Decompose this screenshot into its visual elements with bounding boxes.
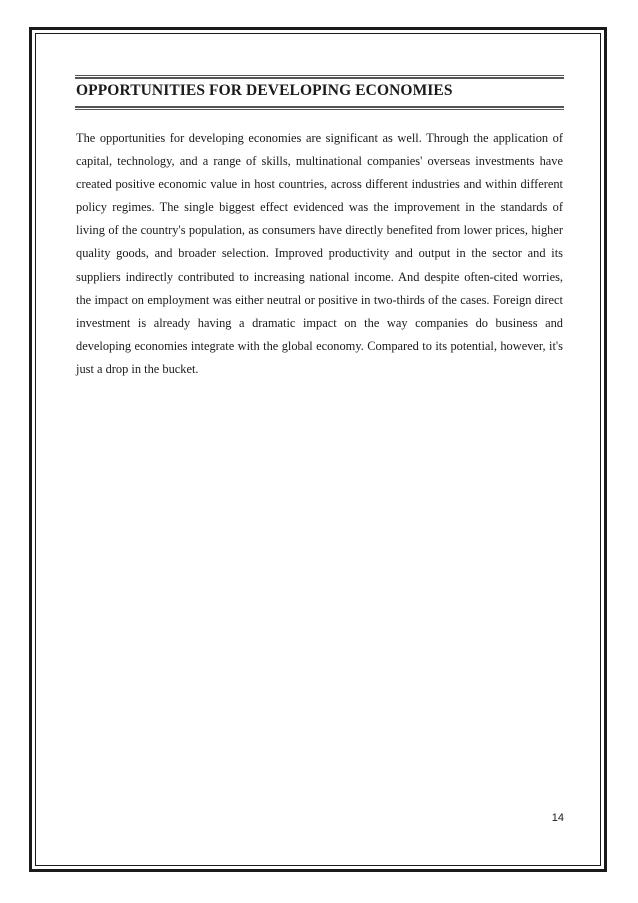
page-number: 14 bbox=[551, 812, 564, 824]
heading-rule-top bbox=[75, 75, 564, 79]
heading-rule-bottom bbox=[75, 106, 564, 110]
section-heading: OPPORTUNITIES FOR DEVELOPING ECONOMIES bbox=[76, 82, 453, 99]
body-paragraph: The opportunities for developing economies are significant as well. Through the application of capital, technology, and a range of skills, multinational companies' overseas investments have created positive economic value in host countries, across different industries and within different policy regimes. The single biggest effect evidenced was the improvement in the standards of living of the country's population, as consumers have directly benefited from lower prices, higher quality goods, and broader selection. Improved productivity and output in the sector and its suppliers indirectly contributed to increasing national income. And despite often-cited worries, the impact on employment was either neutral or positive in two-thirds of the cases. Foreign direct investment is already having a dramatic impact on the way companies do business and developing economies integrate with the global economy. Compared to its potential, however, it's just a drop in the bucket. bbox=[76, 131, 563, 376]
